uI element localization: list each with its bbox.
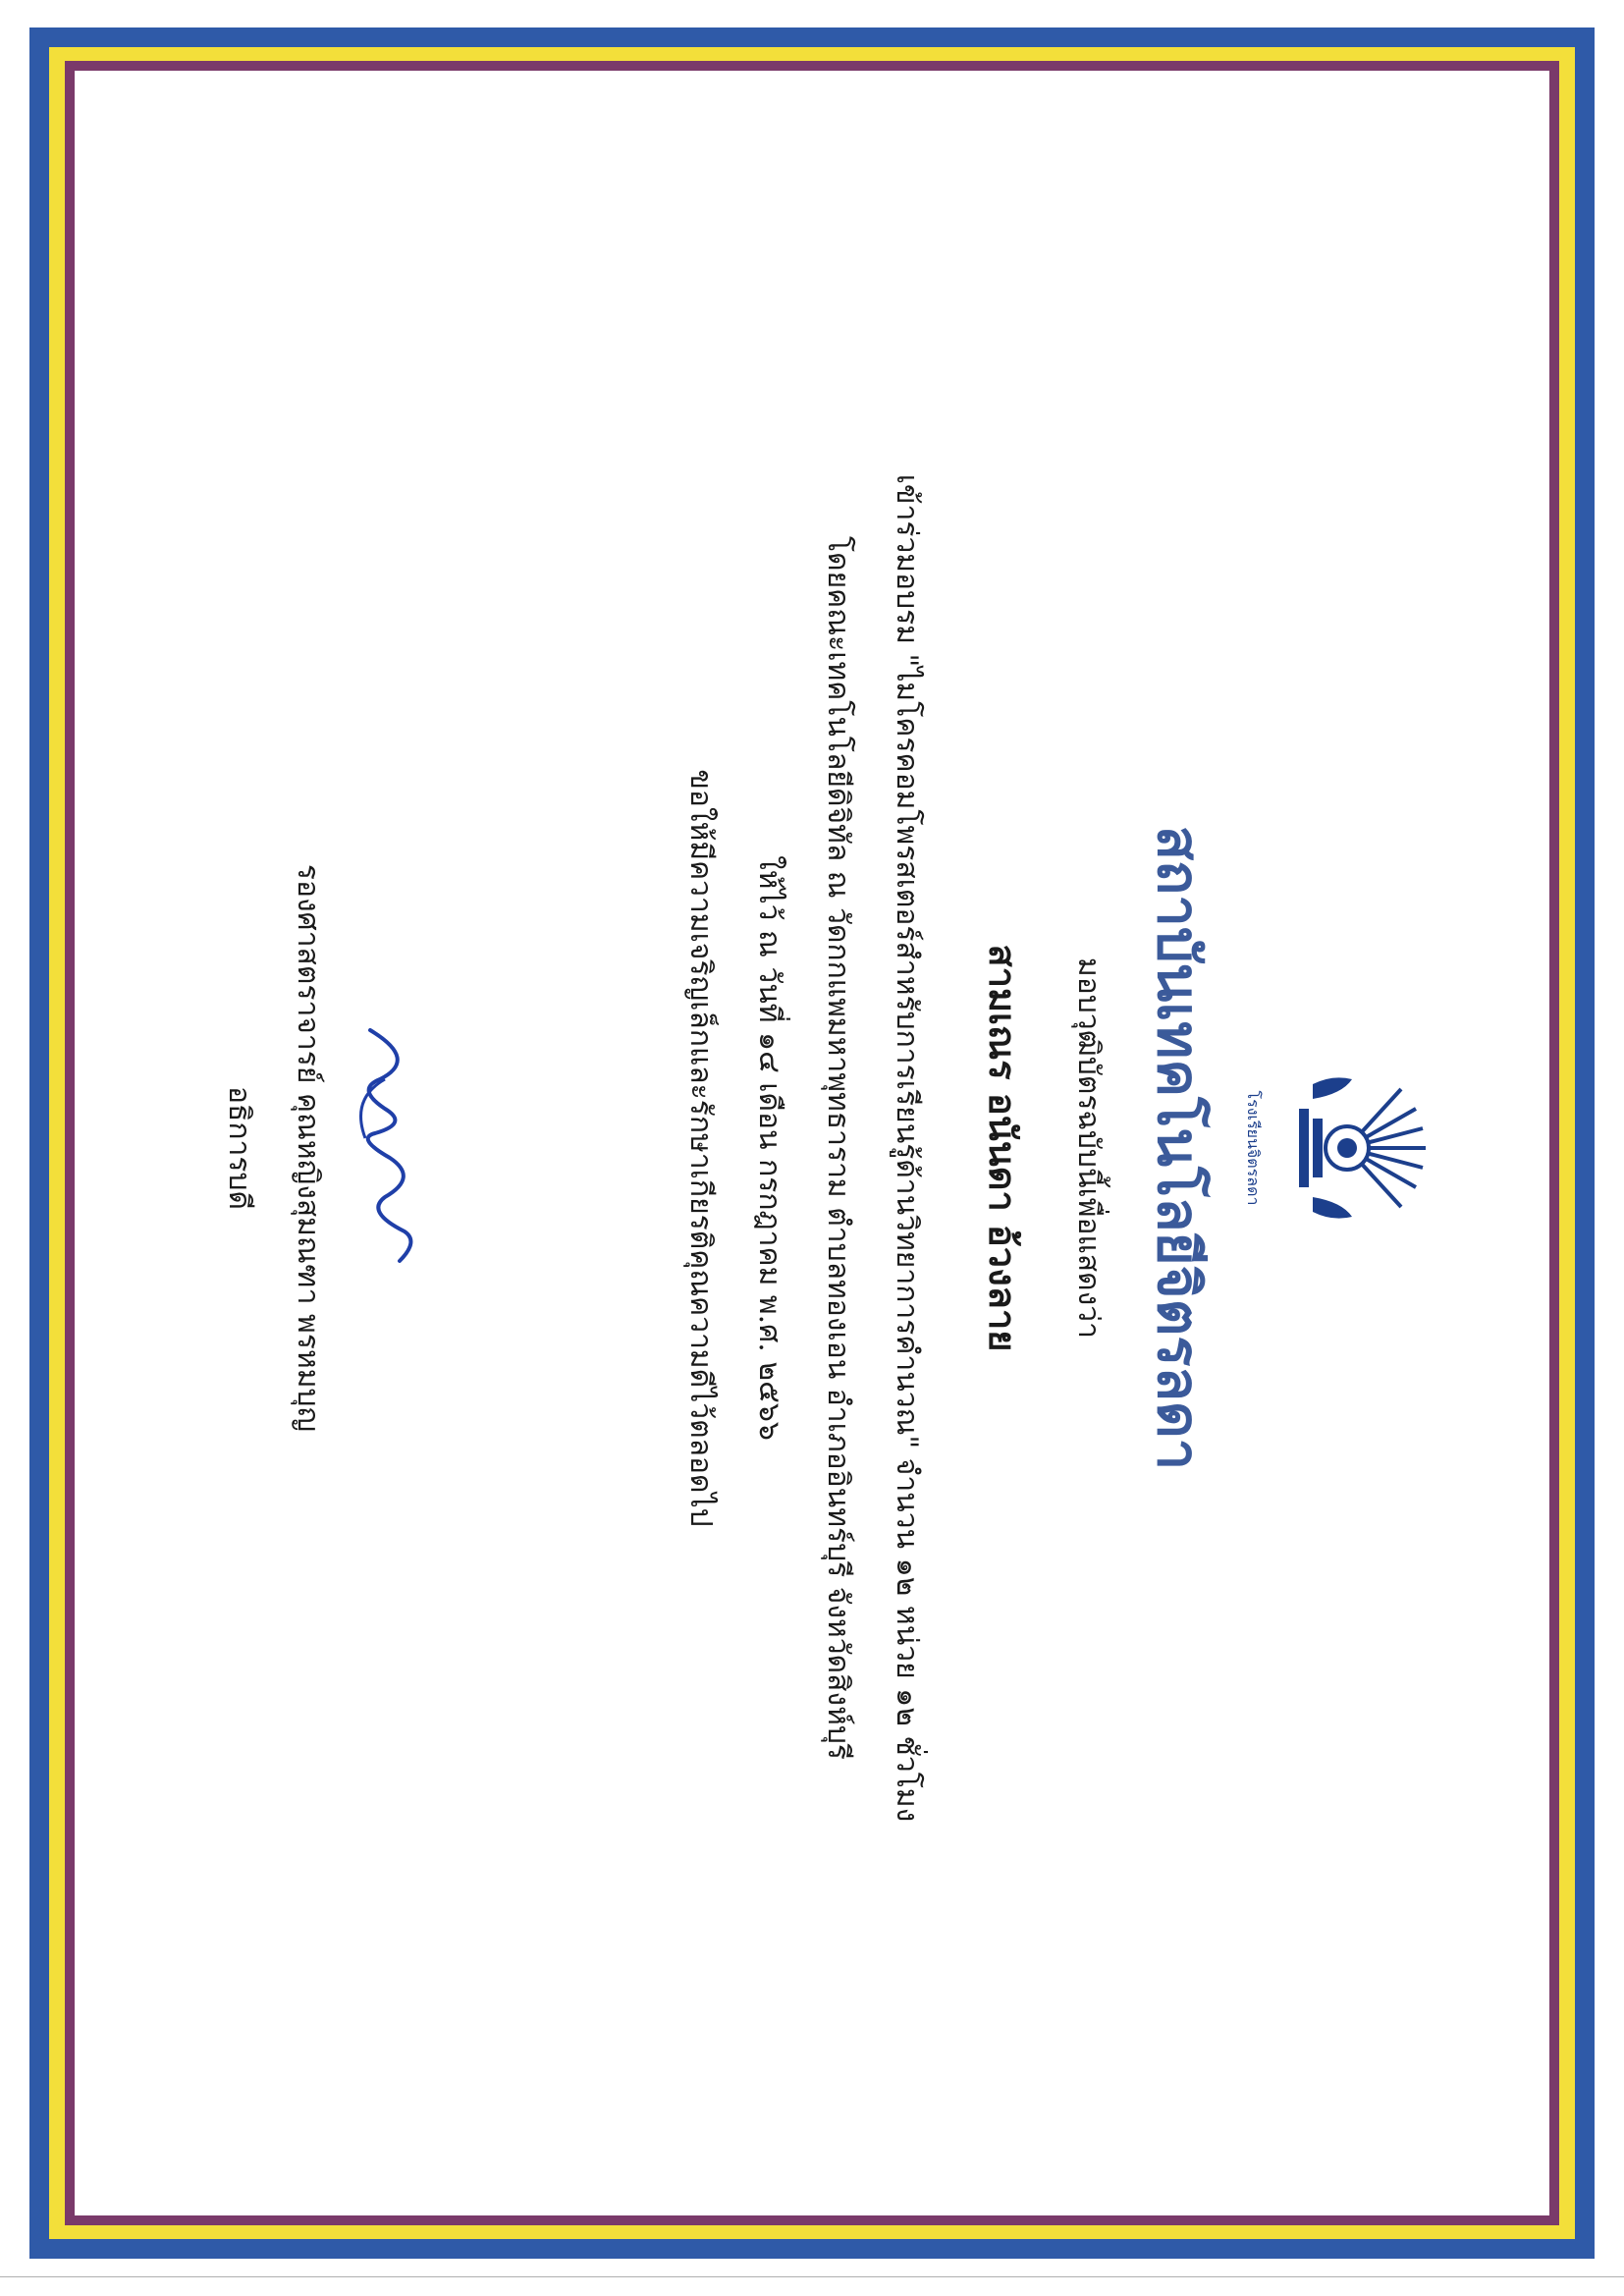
signature-icon [341, 1020, 429, 1276]
recipient-name: สามเณร อนันดา อ้วงลาย [981, 944, 1025, 1352]
date-line: ให้ไว้ ณ วันที่ ๑๔ เดือน กรกฎาคม พ.ศ. ๒๕๖๖ [752, 855, 786, 1441]
institute-name: สถาบันเทคโนโลยีจิตรลดา [1145, 825, 1212, 1471]
signer-title: อธิการบดี [222, 1086, 256, 1210]
course-line: เข้าร่วมอบรม "ไมโครคอมโพรสเตอร์สำหรับการเรียนรู้ด้านวิทยาการคำนวณ" จำนวน ๑๒ หน่วย ๑๒ ชั่วโมง [890, 473, 924, 1823]
logo-caption: โรงเรียนจิตรลดา [1244, 1090, 1263, 1206]
institute-logo-icon [1244, 1050, 1440, 1246]
blessing-line: ขอให้มีความเจริญเล็กและรักษาเกียรติคุณความดีไว้ตลอดไป [683, 769, 718, 1527]
page-edge-line [0, 2276, 1624, 2277]
intro-text: มอบวุฒิบัตรฉบับนี้เพื่อแสดงว่า [1071, 957, 1106, 1339]
signer-name: รองศาสตราจารย์ คุณหญิงสุมณฑา พรหมบุญ [291, 863, 325, 1433]
organizer-line: โดยคณะเทคโนโลยีดิจิทัล ณ วัดกกแพมหาพุทธาราม ตำบลทองเอน อำเภออินทร์บุรี จังหวัดสิงห์บุรี [821, 536, 855, 1760]
certificate-content [174, 166, 1450, 2130]
